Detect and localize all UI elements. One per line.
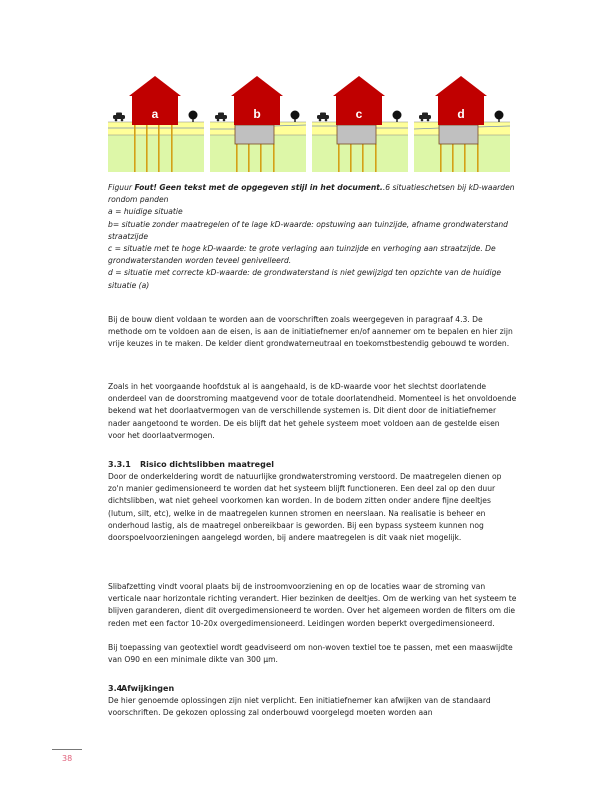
tree-icon bbox=[189, 111, 198, 123]
caption-error-text: Fout! Geen tekst met de opgegeven stijl in het document. bbox=[134, 183, 383, 192]
figure-caption bbox=[108, 182, 518, 292]
car-icon bbox=[317, 113, 329, 122]
tree-icon bbox=[291, 111, 300, 123]
sketch-label: b bbox=[253, 107, 261, 121]
section-heading-3-3-1 bbox=[108, 460, 274, 469]
caption-line-a: a = huidige situatie bbox=[108, 207, 183, 217]
sketch-b bbox=[210, 74, 306, 172]
caption-line-c: c = situatie met te hoge kD-waarde: te grote verlaging aan tuinzijde en verhoging aan straatzijde. De grondwaterstanden worden teveel genivelleerd. bbox=[108, 244, 496, 266]
tree-icon bbox=[495, 111, 504, 123]
paragraph-silting-risk: Door de onderkeldering wordt de natuurlijke grondwaterstroming verstoord. De maatregelen dienen op zo'n manier gedimensioneerd te worden dat het systeem blijft functioneren. Een deel zal op den duur dichtslibben, wat niet geheel voorkomen kan worden. In de bodem zitten onder andere fijne deeltjes (lutum, silt, etc), welke in de maatregelen kunnen stromen en neerslaan. Na realisatie is beheer en onderhoud lastig, als de maatregel onbereikbaar is geworden. Bij een bypass systeem kunnen nog doorspoelvoorzieningen aangelegd worden, bij andere maatregelen is dit vaak niet mogelijk. bbox=[108, 472, 502, 543]
sketch-label: a bbox=[151, 107, 159, 121]
paragraph-geotextile: Bij toepassing van geotextiel wordt geadviseerd om non-woven textiel toe te passen, met een maaswijdte van O90 en een minimale dikte van 300 µm. bbox=[108, 643, 513, 665]
sketch-label: c bbox=[355, 107, 363, 121]
sketch-label: d bbox=[457, 107, 465, 121]
sketch-a bbox=[108, 74, 204, 172]
page-number: 38 bbox=[62, 754, 73, 763]
paragraph-construction-rules: Bij de bouw dient voldaan te worden aan de voorschriften zoals weergegeven in paragraaf 4.3. De methode om te voldoen aan de eisen, is aan de initiatiefnemer en/of aannemer om te bepalen en hier zijn vrije keuzes in te maken. De kelder dient grondwaterneutraal en toekomstbestendig gebouwd te worden. bbox=[108, 315, 513, 349]
section-number: 3.3.1 bbox=[108, 460, 131, 469]
footer-divider bbox=[52, 749, 82, 750]
sketch-c bbox=[312, 74, 408, 172]
caption-line-b: b= situatie zonder maatregelen of te lage kD-waarde: opstuwing aan tuinzijde, afname grondwaterstand straatzijde bbox=[108, 219, 508, 241]
car-icon bbox=[419, 113, 431, 122]
caption-prefix: Figuur bbox=[108, 183, 135, 192]
paragraph-kd-value: Zoals in het voorgaande hoofdstuk al is aangehaald, is de kD-waarde voor het slechtst doorlatende onderdeel van de doorstroming maatgevend voor de totale doorlatendheid. Momenteel is het onvoldoende bekend wat het doorlaatvermogen van de verschillende systemen is. Dit dient door de initiatiefnemer nader aangetoond te worden. De eis blijft dat het gehele systeem moet voldoen aan de gestelde eisen voor het doorlaatvermogen. bbox=[108, 382, 517, 440]
section-heading-3-4 bbox=[108, 684, 174, 693]
section-number: 3.4 bbox=[108, 684, 123, 693]
tree-icon bbox=[393, 111, 402, 123]
caption-line-d: d = situatie met correcte kD-waarde: de grondwaterstand is niet gewijzigd ten opzichte van de huidige situatie (a) bbox=[108, 268, 502, 290]
paragraph-sediment: Slibafzetting vindt vooral plaats bij de instroomvoorziening en op de locaties waar de stroming van verticale naar horizontale richting verandert. Hier bezinken de deeltjes. Om de werking van het systeem te blijven garanderen, dient dit overgedimensioneerd te worden. Over het algemeen worden de filters om die reden met een factor 10-20x overgedimensioneerd. Leidingen worden beperkt overgedimensioneerd. bbox=[108, 582, 517, 628]
sketch-d bbox=[414, 74, 510, 172]
section-title: Afwijkingen bbox=[121, 684, 175, 693]
section-title: Risico dichtslibben maatregel bbox=[140, 460, 274, 469]
figure-situation-sketches bbox=[108, 74, 508, 172]
paragraph-deviations: De hier genoemde oplossingen zijn niet verplicht. Een initiatiefnemer kan afwijken van de standaard voorschriften. De gekozen oplossing zal onderbouwd voorgelegd moeten worden aan bbox=[108, 696, 491, 718]
caption-title: .6 situatieschetsen bij kD-waarden rondom panden bbox=[108, 183, 515, 205]
car-icon bbox=[113, 113, 125, 122]
car-icon bbox=[215, 113, 227, 122]
